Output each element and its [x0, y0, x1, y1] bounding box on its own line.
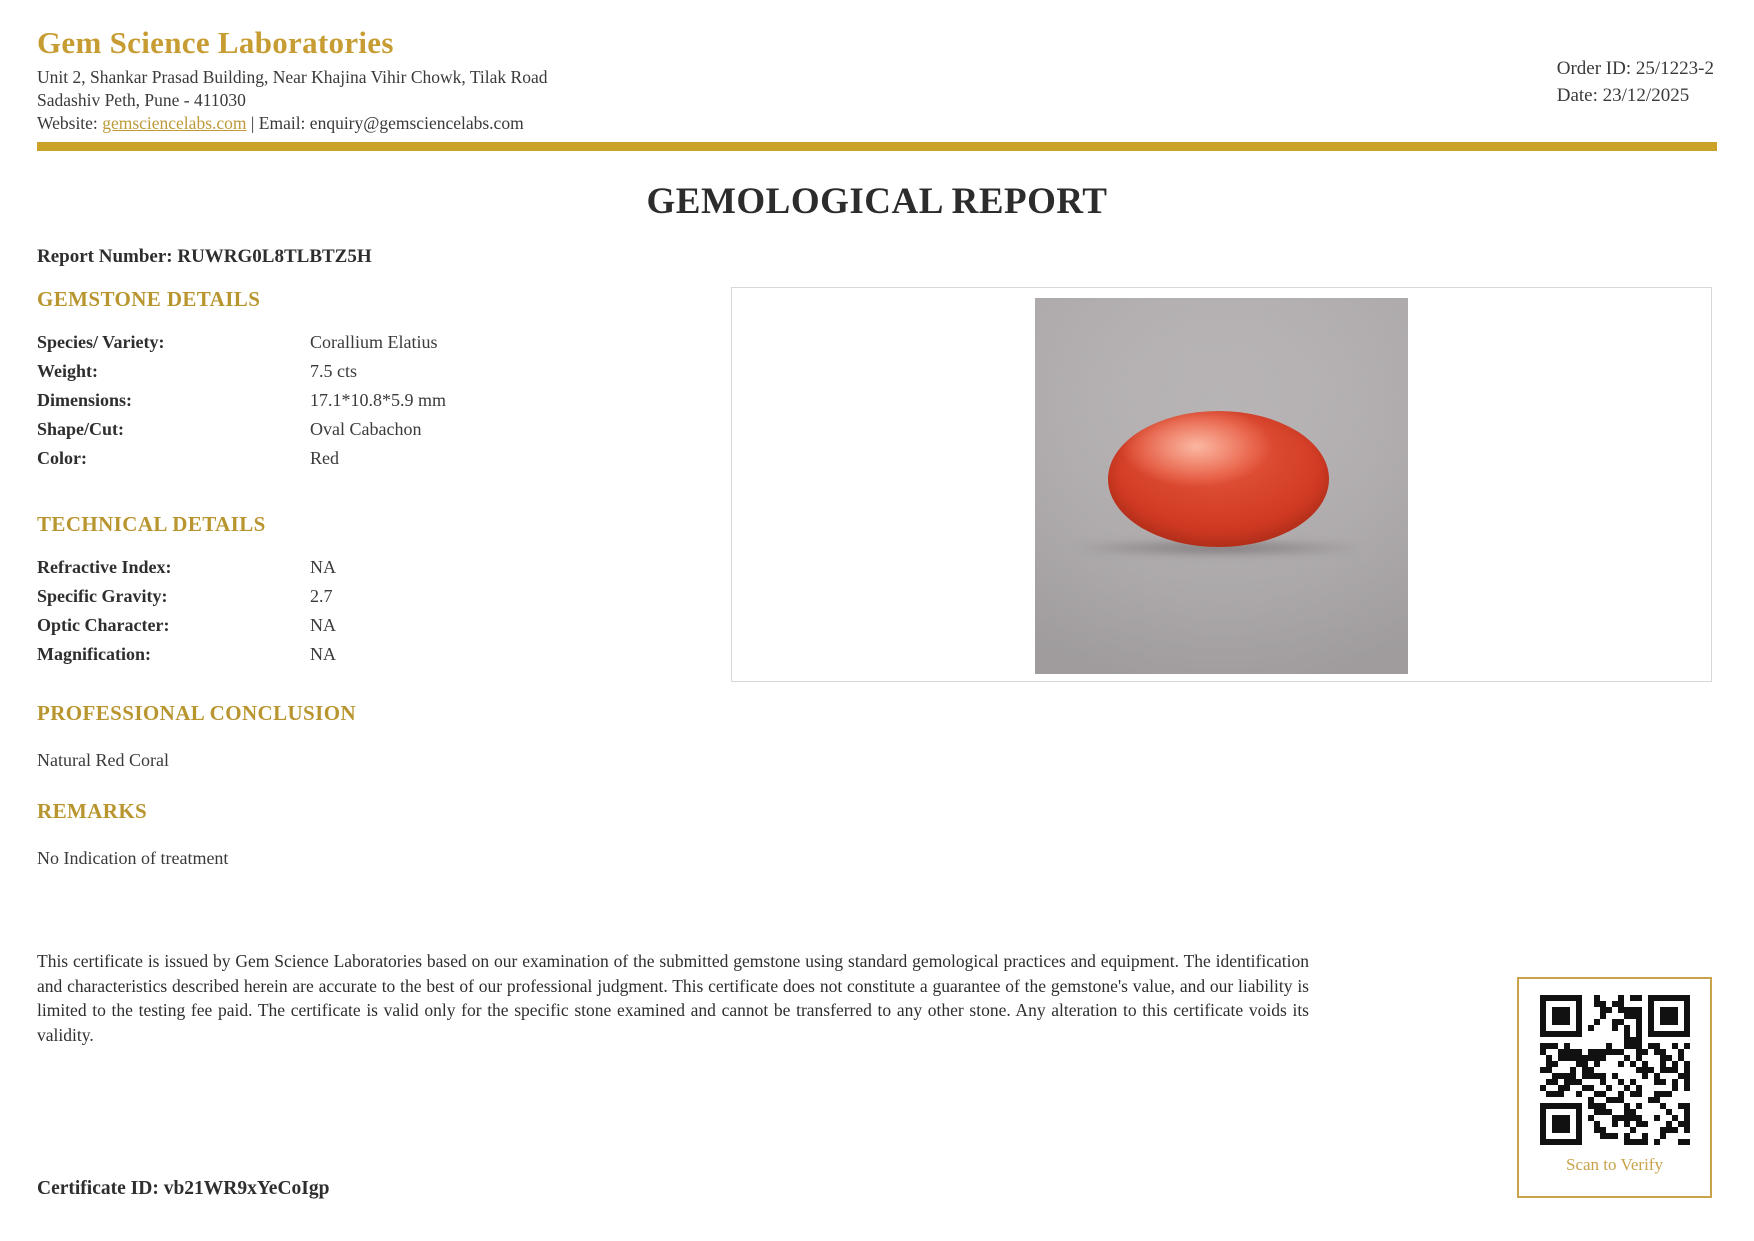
row-label: Species/ Variety:	[37, 332, 165, 352]
website-label: Website:	[37, 113, 103, 133]
gemstone-details-heading: GEMSTONE DETAILS	[37, 287, 261, 311]
certificate-id	[37, 1178, 329, 1200]
email-text: | Email: enquiry@gemsciencelabs.com	[246, 113, 524, 133]
detail-row-shape	[37, 415, 446, 444]
detail-row-color	[37, 444, 446, 473]
row-value: Oval Cabachon	[310, 419, 422, 439]
remarks-section	[37, 799, 228, 869]
lab-address-line2: Sadashiv Peth, Pune - 411030	[37, 90, 246, 110]
tech-row-optic-character	[37, 611, 336, 640]
qr-caption: Scan to Verify	[1566, 1155, 1663, 1174]
detail-row-weight	[37, 357, 446, 386]
gold-divider-bar	[37, 142, 1717, 151]
report-title: GEMOLOGICAL REPORT	[646, 181, 1108, 222]
detail-row-dimensions	[37, 386, 446, 415]
row-value: NA	[310, 615, 336, 635]
report-number	[37, 246, 372, 268]
row-label: Shape/Cut:	[37, 419, 125, 439]
row-label: Specific Gravity:	[37, 586, 168, 606]
professional-conclusion-text: Natural Red Coral	[37, 750, 169, 770]
detail-row-species	[37, 328, 446, 357]
report-date: Date: 23/12/2025	[1556, 85, 1690, 106]
row-value: 7.5 cts	[310, 361, 357, 381]
gem-photo	[1035, 298, 1408, 674]
lab-header	[37, 26, 547, 134]
row-value: 2.7	[310, 586, 333, 606]
lab-name: Gem Science Laboratories	[37, 25, 394, 60]
technical-details-section	[37, 512, 336, 669]
row-value: Red	[310, 448, 339, 468]
row-label: Optic Character:	[37, 615, 170, 635]
row-value: 17.1*10.8*5.9 mm	[310, 390, 447, 410]
professional-conclusion-heading: PROFESSIONAL CONCLUSION	[37, 701, 357, 725]
technical-details-heading: TECHNICAL DETAILS	[37, 512, 266, 536]
website-link[interactable]: gemsciencelabs.com	[102, 113, 247, 133]
tech-row-magnification	[37, 640, 336, 669]
report-number-label: Report Number:	[37, 246, 178, 267]
tech-row-refractive-index	[37, 553, 336, 582]
row-label: Dimensions:	[37, 390, 133, 410]
report-number-value: RUWRG0L8TLBTZ5H	[177, 246, 372, 267]
row-value: NA	[310, 557, 336, 577]
certificate-id-label: Certificate ID:	[37, 1178, 164, 1199]
remarks-heading: REMARKS	[37, 799, 148, 823]
row-value: Corallium Elatius	[310, 332, 438, 352]
professional-conclusion-section	[37, 701, 356, 771]
order-block	[1557, 55, 1714, 109]
row-label: Magnification:	[37, 644, 151, 664]
qr-code	[1540, 995, 1690, 1145]
red-coral-gem-image	[1108, 411, 1329, 547]
tech-row-specific-gravity	[37, 582, 336, 611]
remarks-text: No Indication of treatment	[37, 848, 229, 868]
row-label: Weight:	[37, 361, 98, 381]
row-value: NA	[310, 644, 336, 664]
lab-address-line1: Unit 2, Shankar Prasad Building, Near Khajina Vihir Chowk, Tilak Road	[37, 67, 548, 87]
order-id: Order ID: 25/1223-2	[1556, 58, 1714, 79]
row-label: Refractive Index:	[37, 557, 172, 577]
gemstone-details-section	[37, 287, 446, 473]
disclaimer-text: This certificate is issued by Gem Science Laboratories based on our examination of the submitted gemstone using standard gemological practices and equipment. The identification and characteristics described herein are accurate to the best of our professional judgment. This certificate does not constitute a guarantee of the gemstone's value, and our liability is limited to the testing fee paid. The certificate is valid only for the specific stone examined and cannot be transferred to any other stone. Any alteration to this certificate voids its validity.	[37, 951, 1309, 1045]
gem-photo-frame	[731, 287, 1712, 682]
lab-contact-line	[37, 112, 547, 134]
certificate-id-value: vb21WR9xYeCoIgp	[163, 1178, 330, 1199]
row-label: Color:	[37, 448, 87, 468]
qr-verification-box	[1517, 977, 1712, 1198]
